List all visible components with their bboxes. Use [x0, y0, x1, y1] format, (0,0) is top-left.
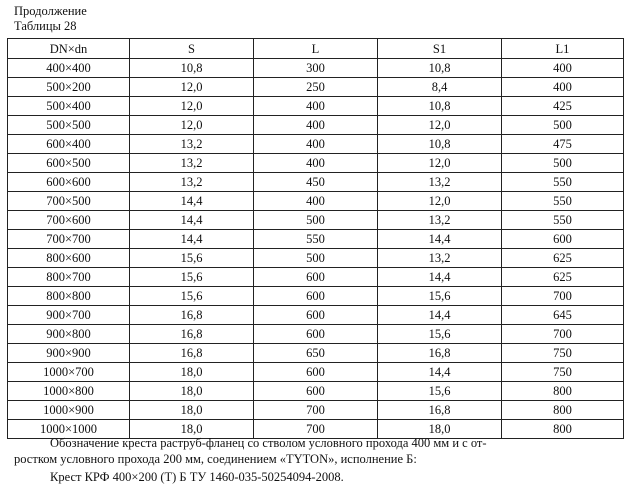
cell-col-l1: 625	[502, 268, 624, 287]
table-row	[8, 325, 624, 344]
cell-col-dn-dn: 800×600	[8, 249, 130, 268]
cell-col-dn-dn: 600×400	[8, 135, 130, 154]
cell-col-l1: 750	[502, 344, 624, 363]
cell-col-dn-dn: 1000×900	[8, 401, 130, 420]
cell-col-l: 400	[254, 97, 378, 116]
cell-col-s1: 14,4	[378, 230, 502, 249]
table-row	[8, 173, 624, 192]
cell-col-dn-dn: 800×800	[8, 287, 130, 306]
table-row	[8, 135, 624, 154]
cell-col-s: 12,0	[130, 78, 254, 97]
table-row	[8, 306, 624, 325]
cell-col-l1: 700	[502, 325, 624, 344]
cell-col-s: 13,2	[130, 154, 254, 173]
cell-col-s: 14,4	[130, 230, 254, 249]
cell-col-s: 15,6	[130, 249, 254, 268]
table-row	[8, 78, 624, 97]
cell-col-dn-dn: 1000×800	[8, 382, 130, 401]
table-row	[8, 154, 624, 173]
caption-continuation: Продолжение	[14, 4, 87, 18]
cell-col-l1: 700	[502, 287, 624, 306]
header-row	[8, 39, 624, 59]
cell-col-dn-dn: 600×600	[8, 173, 130, 192]
cell-col-s1: 13,2	[378, 249, 502, 268]
cell-col-s1: 14,4	[378, 268, 502, 287]
cell-col-dn-dn: 1000×700	[8, 363, 130, 382]
cell-col-l1: 800	[502, 420, 624, 439]
cell-col-s1: 18,0	[378, 420, 502, 439]
header-col-dn-dn: DN×dn	[8, 39, 130, 59]
designation-example: Крест КРФ 400×200 (Т) Б ТУ 1460-035-50254094-2008.	[50, 470, 344, 484]
designation-note-line-1: Обозначение креста раструб-фланец со стволом условного прохода 400 мм и с от-	[50, 436, 487, 450]
cell-col-l: 400	[254, 154, 378, 173]
table-row	[8, 97, 624, 116]
cell-col-l: 400	[254, 116, 378, 135]
cell-col-l: 650	[254, 344, 378, 363]
table-row	[8, 344, 624, 363]
cell-col-dn-dn: 700×600	[8, 211, 130, 230]
cell-col-s1: 10,8	[378, 135, 502, 154]
cell-col-l: 600	[254, 306, 378, 325]
table-row	[8, 230, 624, 249]
cell-col-s1: 15,6	[378, 325, 502, 344]
cell-col-dn-dn: 600×500	[8, 154, 130, 173]
caption-table-number: Таблицы 28	[14, 19, 77, 33]
header-col-l: L	[254, 39, 378, 59]
cell-col-s1: 14,4	[378, 306, 502, 325]
cell-col-dn-dn: 700×700	[8, 230, 130, 249]
cell-col-s1: 15,6	[378, 287, 502, 306]
cell-col-s: 16,8	[130, 325, 254, 344]
cell-col-s: 16,8	[130, 344, 254, 363]
cell-col-s1: 14,4	[378, 363, 502, 382]
table-row	[8, 192, 624, 211]
table-row	[8, 287, 624, 306]
cell-col-dn-dn: 900×800	[8, 325, 130, 344]
cell-col-s1: 16,8	[378, 344, 502, 363]
cell-col-s1: 10,8	[378, 59, 502, 78]
cell-col-l1: 400	[502, 59, 624, 78]
cell-col-l1: 550	[502, 173, 624, 192]
cell-col-l: 500	[254, 211, 378, 230]
cell-col-l: 400	[254, 135, 378, 154]
cell-col-s1: 12,0	[378, 116, 502, 135]
table-body	[8, 59, 624, 439]
table-row	[8, 211, 624, 230]
cell-col-dn-dn: 800×700	[8, 268, 130, 287]
cell-col-dn-dn: 400×400	[8, 59, 130, 78]
cell-col-s: 14,4	[130, 192, 254, 211]
table-row	[8, 401, 624, 420]
cell-col-l: 300	[254, 59, 378, 78]
cell-col-l1: 500	[502, 154, 624, 173]
table-row	[8, 116, 624, 135]
dimensions-table	[7, 38, 624, 439]
cell-col-s1: 12,0	[378, 154, 502, 173]
cell-col-s: 18,0	[130, 382, 254, 401]
cell-col-s1: 12,0	[378, 192, 502, 211]
cell-col-dn-dn: 900×700	[8, 306, 130, 325]
cell-col-s1: 8,4	[378, 78, 502, 97]
cell-col-dn-dn: 500×400	[8, 97, 130, 116]
cell-col-dn-dn: 500×200	[8, 78, 130, 97]
header-col-l1: L1	[502, 39, 624, 59]
cell-col-l: 600	[254, 325, 378, 344]
cell-col-l: 700	[254, 401, 378, 420]
table-row	[8, 382, 624, 401]
header-col-s1: S1	[378, 39, 502, 59]
cell-col-l1: 550	[502, 192, 624, 211]
cell-col-s1: 13,2	[378, 173, 502, 192]
cell-col-s: 13,2	[130, 135, 254, 154]
cell-col-s1: 15,6	[378, 382, 502, 401]
cell-col-s1: 10,8	[378, 97, 502, 116]
cell-col-l: 600	[254, 382, 378, 401]
cell-col-s: 15,6	[130, 268, 254, 287]
cell-col-s: 13,2	[130, 173, 254, 192]
header-col-s: S	[130, 39, 254, 59]
cell-col-l: 250	[254, 78, 378, 97]
cell-col-l1: 475	[502, 135, 624, 154]
cell-col-l: 700	[254, 420, 378, 439]
table-row	[8, 59, 624, 78]
cell-col-dn-dn: 700×500	[8, 192, 130, 211]
cell-col-dn-dn: 500×500	[8, 116, 130, 135]
cell-col-l1: 625	[502, 249, 624, 268]
cell-col-l1: 600	[502, 230, 624, 249]
cell-col-s: 18,0	[130, 363, 254, 382]
cell-col-s1: 13,2	[378, 211, 502, 230]
cell-col-s: 10,8	[130, 59, 254, 78]
cell-col-s: 18,0	[130, 420, 254, 439]
cell-col-l: 600	[254, 287, 378, 306]
cell-col-l1: 800	[502, 401, 624, 420]
cell-col-s: 16,8	[130, 306, 254, 325]
cell-col-l1: 800	[502, 382, 624, 401]
cell-col-l: 600	[254, 268, 378, 287]
cell-col-s: 12,0	[130, 116, 254, 135]
cell-col-dn-dn: 900×900	[8, 344, 130, 363]
table-row	[8, 363, 624, 382]
cell-col-l: 450	[254, 173, 378, 192]
cell-col-l: 400	[254, 192, 378, 211]
cell-col-l: 550	[254, 230, 378, 249]
cell-col-s: 14,4	[130, 211, 254, 230]
table-row	[8, 249, 624, 268]
cell-col-l1: 645	[502, 306, 624, 325]
cell-col-l1: 500	[502, 116, 624, 135]
cell-col-s: 18,0	[130, 401, 254, 420]
cell-col-l1: 550	[502, 211, 624, 230]
cell-col-l1: 750	[502, 363, 624, 382]
cell-col-l1: 400	[502, 78, 624, 97]
cell-col-s: 15,6	[130, 287, 254, 306]
table-row	[8, 268, 624, 287]
cell-col-s1: 16,8	[378, 401, 502, 420]
designation-note-line-2: ростком условного прохода 200 мм, соединением «TYTON», исполнение Б:	[14, 452, 417, 466]
cell-col-l: 600	[254, 363, 378, 382]
cell-col-dn-dn: 1000×1000	[8, 420, 130, 439]
cell-col-l1: 425	[502, 97, 624, 116]
cell-col-l: 500	[254, 249, 378, 268]
cell-col-s: 12,0	[130, 97, 254, 116]
